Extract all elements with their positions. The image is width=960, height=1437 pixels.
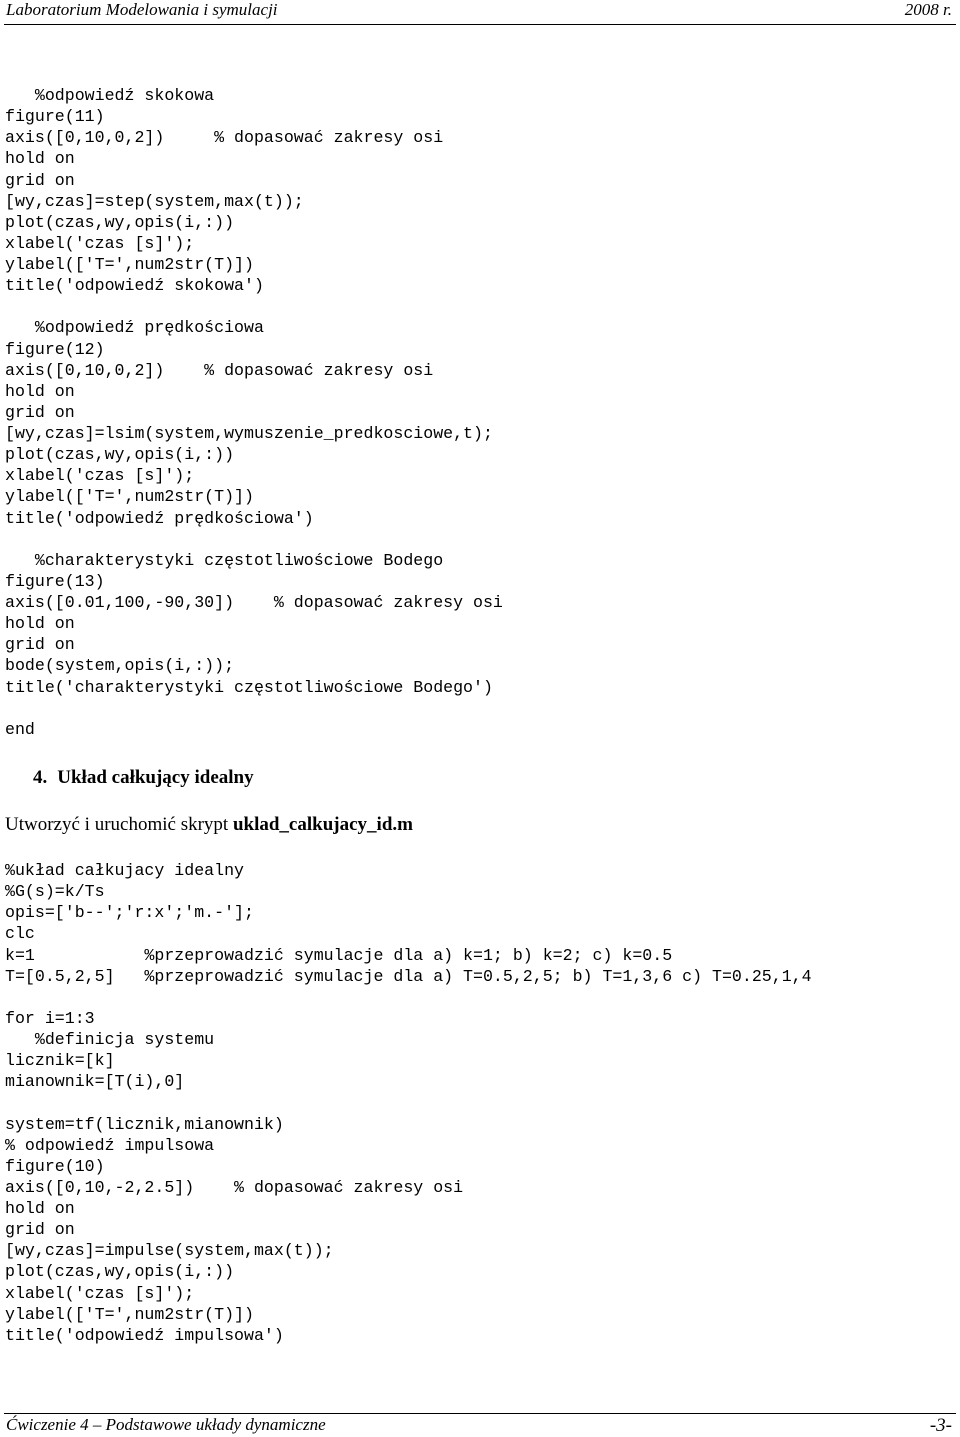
section-number: 4. <box>33 767 48 788</box>
code-line <box>5 296 503 317</box>
code-line: plot(czas,wy,opis(i,:)) <box>5 1262 235 1282</box>
code-line: clc <box>5 924 35 944</box>
code-line: T=[0.5,2,5] %przeprowadzić symulacje dla a) T=0.5,2,5; b) T=1,3,6 c) T=0.25,1,4 <box>5 966 812 986</box>
code-line: licznik=[k] <box>5 1051 115 1071</box>
code-line: plot(czas,wy,opis(i,:)) <box>5 445 235 465</box>
code-line: xlabel('czas [s]'); <box>5 466 195 486</box>
code-line: grid on <box>5 635 75 655</box>
code-line: bode(system,opis(i,:)); <box>5 656 235 676</box>
code-line <box>5 529 503 550</box>
header-year: 2008 r. <box>904 0 952 19</box>
code-line: grid on <box>5 402 75 422</box>
code-line: title('odpowiedź impulsowa') <box>5 1325 284 1345</box>
code-line: xlabel('czas [s]'); <box>5 1283 195 1303</box>
code-line: figure(11) <box>5 107 105 127</box>
code-line: axis([0.01,100,-90,30]) % dopasować zakresy osi <box>5 593 503 612</box>
code-line: hold on <box>5 1199 75 1218</box>
code-block-top <box>5 85 503 740</box>
code-line: title('charakterystyki częstotliwościowe Bodego') <box>5 677 493 697</box>
code-line: figure(10) <box>5 1156 105 1176</box>
code-line: % odpowiedź impulsowa <box>5 1135 215 1155</box>
footer-title: Ćwiczenie 4 – Podstawowe układy dynamiczne <box>6 1415 326 1434</box>
code-line: %definicja systemu <box>5 1030 215 1049</box>
code-line: %G(s)=k/Ts <box>5 882 105 902</box>
instruction-text: Utworzyć i uruchomić skrypt <box>5 814 233 835</box>
section-heading <box>33 767 254 789</box>
code-line: [wy,czas]=impulse(system,max(t)); <box>5 1241 334 1261</box>
code-line: %charakterystyki częstotliwościowe Bodego <box>5 550 444 570</box>
code-line: xlabel('czas [s]'); <box>5 233 195 253</box>
page-header <box>4 0 956 25</box>
code-line: ylabel(['T=',num2str(T)]) <box>5 487 254 507</box>
code-line <box>5 987 812 1008</box>
code-line: end <box>5 719 35 739</box>
code-line: title('odpowiedź skokowa') <box>5 276 264 296</box>
code-line: ylabel(['T=',num2str(T)]) <box>5 1304 254 1324</box>
code-line <box>5 1092 812 1113</box>
code-line: mianownik=[T(i),0] <box>5 1072 185 1092</box>
code-line: k=1 %przeprowadzić symulacje dla a) k=1; b) k=2; c) k=0.5 <box>5 945 673 965</box>
instruction-paragraph <box>5 814 413 836</box>
code-line: figure(12) <box>5 339 105 359</box>
code-line: axis([0,10,0,2]) % dopasować zakresy osi <box>5 360 434 380</box>
script-filename: uklad_calkujacy_id.m <box>232 814 413 835</box>
code-line: grid on <box>5 1220 75 1240</box>
code-line: grid on <box>5 170 75 190</box>
section-title: Układ całkujący idealny <box>57 767 254 788</box>
code-line: %odpowiedź skokowa <box>5 86 215 105</box>
code-line: title('odpowiedź prędkościowa') <box>5 508 314 528</box>
code-line: plot(czas,wy,opis(i,:)) <box>5 212 235 232</box>
code-line: opis=['b--';'r:x';'m.-']; <box>5 903 254 923</box>
code-line: system=tf(licznik,mianownik) <box>5 1114 284 1134</box>
code-line: figure(13) <box>5 571 105 591</box>
code-line: hold on <box>5 149 75 169</box>
code-line <box>5 698 503 719</box>
code-line: axis([0,10,0,2]) % dopasować zakresy osi <box>5 128 444 148</box>
code-line: for i=1:3 <box>5 1008 95 1028</box>
code-block-bottom <box>5 860 812 1346</box>
code-line: hold on <box>5 614 75 634</box>
code-line: hold on <box>5 381 75 401</box>
code-line: axis([0,10,-2,2.5]) % dopasować zakresy osi <box>5 1177 464 1197</box>
code-line: ylabel(['T=',num2str(T)]) <box>5 255 254 274</box>
header-title: Laboratorium Modelowania i symulacji <box>6 0 278 19</box>
code-line: [wy,czas]=lsim(system,wymuszenie_predkosciowe,t); <box>5 424 493 443</box>
code-line: %odpowiedź prędkościowa <box>5 318 264 338</box>
code-line: %układ całkujacy idealny <box>5 861 244 880</box>
code-line: [wy,czas]=step(system,max(t)); <box>5 191 304 211</box>
page-number: -3- <box>929 1415 952 1436</box>
page-footer <box>4 1413 956 1437</box>
